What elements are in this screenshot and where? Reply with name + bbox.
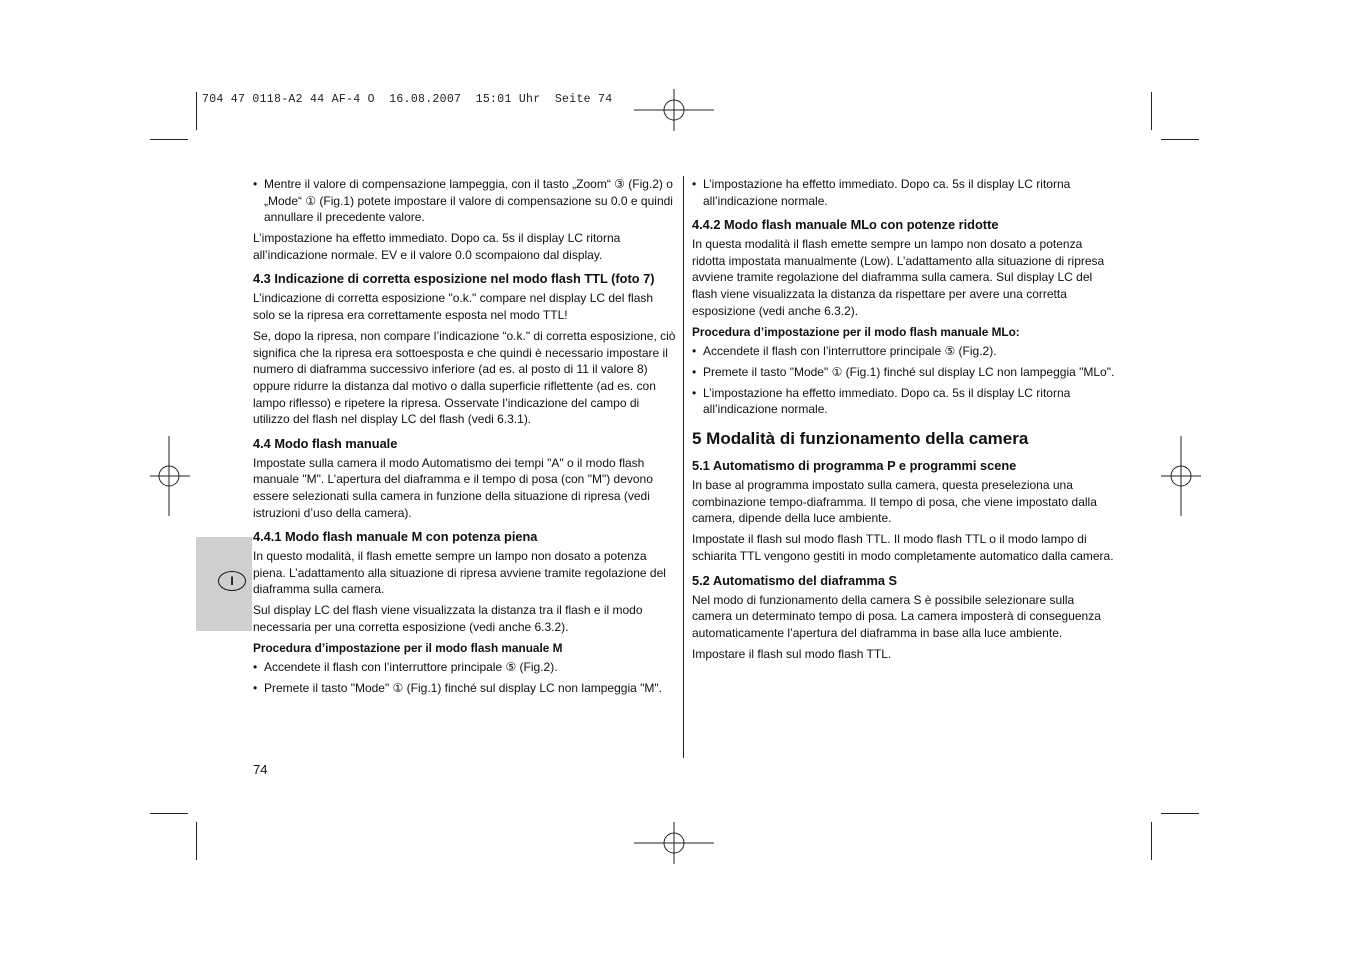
crop-mark-br-v [1151,822,1152,860]
section-heading-5-1: 5.1 Automatismo di programma P e programmi scene [692,458,1017,474]
paragraph: Nel modo di funzionamento della camera S è possibile selezionare sulla camera un determinato tempo di posa. La camera imposterà di conseguenza automaticamente l’apertura del diaframma in base alla luce ambiente. [692,592,1101,640]
paragraph: In questo modalità, il flash emette sempre un lampo non dosato a potenza piena. L’adattamento alla situazione di ripresa avviene tramite regolazione del diaframma sulla camera. [253,549,666,597]
bullet-step: • Premete il tasto "Mode" ① (Fig.1) finché sul display LC non lampeggia "MLo". [692,364,1117,381]
print-header: 704 47 0118-A2 44 AF-4 O 16.08.2007 15:01 Uhr Seite 74 [202,93,613,106]
crop-mark-tr-v [1151,92,1152,130]
procedure-heading-mlo: Procedura d’impostazione per il modo flash manuale MLo: [692,324,1020,339]
bullet-step: • L’impostazione ha effetto immediato. Dopo ca. 5s il display LC ritorna all’indicazione normale. [692,176,1117,209]
section-heading-4-4-1: 4.4.1 Modo flash manuale M con potenza piena [253,529,538,545]
bullet-step: • Premete il tasto "Mode" ① (Fig.1) finché sul display LC non lampeggia "M". [253,680,677,697]
bullet-step: • Accendete il flash con l’interruttore principale ⑤ (Fig.2). [692,343,1117,360]
paragraph: L’indicazione di corretta esposizione "o.k." compare nel display LC del flash solo se la ripresa era correttamente esposta nel modo TTL! [253,291,654,323]
chapter-heading-5: 5 Modalità di funzionamento della camera [692,429,1029,449]
registration-mark-right [1161,436,1201,516]
left-column [253,176,677,701]
crop-mark-tl-h [150,139,188,140]
crop-mark-bl-v [196,822,197,860]
paragraph: Impostare il flash sul modo flash TTL. [692,646,892,661]
section-heading-4-4-2: 4.4.2 Modo flash manuale MLo con potenze ridotte [692,217,999,233]
registration-mark-left [150,436,190,516]
page-number: 74 [253,762,268,777]
bullet-step: • Accendete il flash con l’interruttore principale ⑤ (Fig.2). [253,659,677,676]
crop-mark-tr-h [1161,139,1199,140]
section-heading-4-4: 4.4 Modo flash manuale [253,435,398,451]
paragraph: Impostate il flash sul modo flash TTL. Il modo flash TTL o il modo lampo di schiarita TTL vengono gestiti in modo completamente automatico dalla camera. [692,532,1114,563]
paragraph: Se, dopo la ripresa, non compare l’indicazione “o.k." di corretta esposizione, ciò significa che la ripresa era sottoesposta e che quindi è necessario impostare il numero di diaframma successivo inferiore (ad es. al posto di 11 il valore 8) oppure ridurre la distanza dal motivo o dalla superficie riflettente (ad es. con lampo riflesso) e ripetere la ripresa. Osservate l’indicazione del campo di utilizzo del flash nel display LC del flash (vedi 6.3.1). [253,329,676,427]
paragraph: Impostate sulla camera il modo Automatismo dei tempi "A" o il modo flash manuale "M". L’apertura del diaframma e il tempo di posa (con "M") devono essere selezionati sulla camera in funzione della situazione di ripresa (vedi istruzioni d’uso della camera). [253,455,653,520]
right-column [692,176,1117,667]
section-heading-4-3: 4.3 Indicazione di corretta esposizione nel modo flash TTL (foto 7) [253,271,655,287]
paragraph: In base al programma impostato sulla camera, questa preseleziona una combinazione tempo-diaframma. Il tempo di posa, che viene impostato dalla camera, dipende della luce ambiente. [692,478,1097,526]
procedure-heading-m: Procedura d’impostazione per il modo flash manuale M [253,641,563,656]
crop-mark-bl-h [150,813,188,814]
crop-mark-br-h [1161,813,1199,814]
paragraph: L’impostazione ha effetto immediato. Dopo ca. 5s il display LC ritorna all’indicazione normale. EV e il valore 0.0 scompaiono dal display. [253,231,621,262]
column-divider [683,176,684,758]
bullet-step: • L’impostazione ha effetto immediato. Dopo ca. 5s il display LC ritorna all’indicazione normale. [692,385,1117,418]
bullet-compensation: • Mentre il valore di compensazione lampeggia, con il tasto „Zoom“ ③ (Fig.2) o „Mode“ ① (Fig.1) potete impostare il valore di compensazione su 0.0 e quindi annullare il precedente valore. [253,176,677,226]
language-tab-label: I [218,571,246,591]
crop-mark-tl-v [196,92,197,130]
paragraph: In questa modalità il flash emette sempre un lampo non dosato a potenza ridotta impostata manualmente (Low). L’adattamento alla situazione di ripresa avviene tramite regolazione del diaframma sulla camera. Sul display LC del flash viene visualizzata la distanza da rispettare per avere una corretta esposizione (vedi anche 6.3.2). [692,237,1105,318]
paragraph: Sul display LC del flash viene visualizzata la distanza tra il flash e il modo necessaria per una corretta esposizione (vedi anche 6.3.2). [253,603,643,634]
registration-mark-top [634,89,714,131]
section-heading-5-2: 5.2 Automatismo del diaframma S [692,572,898,588]
registration-mark-bottom [634,822,714,864]
